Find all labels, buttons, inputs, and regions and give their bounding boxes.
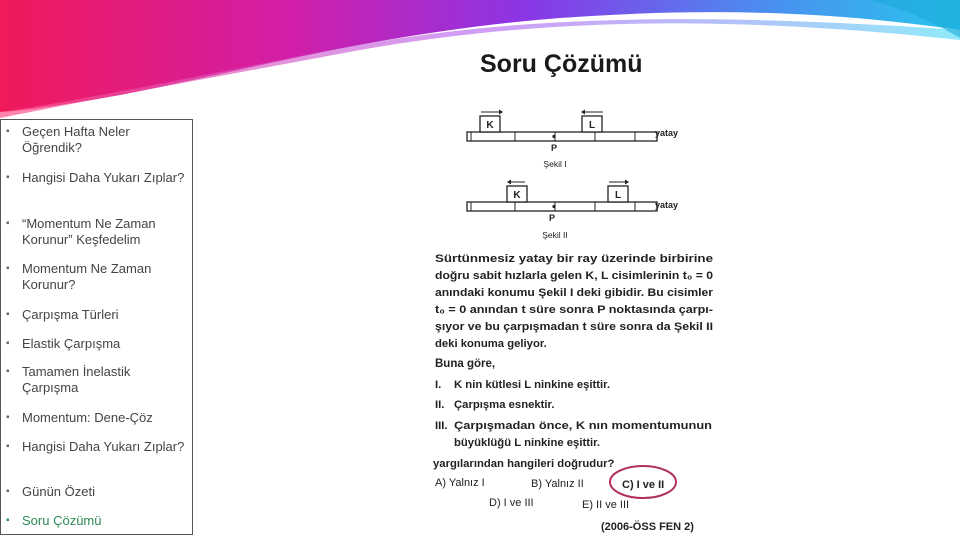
figure-2 xyxy=(467,180,678,241)
svg-text:deki konuma geliyor.: deki konuma geliyor. xyxy=(435,338,547,350)
svg-text:doğru sabit hızlarla gelen K,: doğru sabit hızlarla gelen K, L cisimlerinin t₀ = 0 xyxy=(435,270,713,282)
svg-text:t₀ = 0 anından t süre sonra P: t₀ = 0 anından t süre sonra P noktasında çarpı- xyxy=(435,304,714,316)
nav-item-label: Geçen Hafta Neler Öğrendik? xyxy=(22,124,130,155)
nav-item-label: Momentum: Dene-Çöz xyxy=(22,410,153,425)
choice-c: C) I ve II xyxy=(622,479,665,491)
nav-item-label: Tamamen İnelastik Çarpışma xyxy=(22,364,131,395)
svg-text:şıyor ve bu çarpışmadan t süre: şıyor ve bu çarpışmadan t süre sonra da Şekil II xyxy=(435,321,713,333)
buna-gore-text: Buna göre, xyxy=(435,358,496,370)
bullet-icon: ▪ xyxy=(6,486,10,497)
nav-item-kesfedelim[interactable] xyxy=(6,216,188,248)
block-l-label: L xyxy=(614,190,622,201)
nav-item-label: Soru Çözümü xyxy=(22,513,102,528)
bullet-icon: ▪ xyxy=(6,126,10,137)
nav-item-ne-zaman-korunur[interactable] xyxy=(6,261,188,293)
problem-image xyxy=(425,105,725,540)
svg-text:III.: III. xyxy=(435,420,448,432)
svg-text:büyüklüğü L ninkine eşittir.: büyüklüğü L ninkine eşittir. xyxy=(454,437,601,449)
bullet-icon: ▪ xyxy=(6,218,10,229)
nav-item-dene-coz[interactable] xyxy=(6,410,188,426)
nav-item-soru-cozumu[interactable] xyxy=(6,513,188,529)
nav-item-hangisi-yukari[interactable] xyxy=(6,170,188,186)
yatay-label: yatay xyxy=(655,128,679,138)
nav-item-label: Çarpışma Türleri xyxy=(22,307,119,322)
point-p-label: P xyxy=(548,213,556,223)
nav-item-label: Momentum Ne Zaman Korunur? xyxy=(22,261,152,292)
nav-item-gunun-ozeti[interactable] xyxy=(6,484,188,500)
nav-item-gecen-hafta[interactable] xyxy=(6,124,188,156)
svg-text:Çarpışmadan önce, K nın moment: Çarpışmadan önce, K nın momentumunun xyxy=(454,420,713,432)
bullet-icon: ▪ xyxy=(6,172,10,183)
choice-a: A) Yalnız I xyxy=(435,477,485,489)
block-k-label: K xyxy=(513,190,521,201)
nav-item-elastik[interactable] xyxy=(6,336,188,352)
choice-b: B) Yalnız II xyxy=(531,478,584,490)
block-l-label: L xyxy=(588,120,596,131)
nav-item-hangisi-yukari-2[interactable] xyxy=(6,439,188,455)
bullet-icon: ▪ xyxy=(6,412,10,423)
svg-text:anındaki konumu Şekil I deki g: anındaki konumu Şekil I deki gibidir. Bu cisimler xyxy=(435,287,714,299)
point-p-label: P xyxy=(550,143,558,153)
bullet-icon: ▪ xyxy=(6,515,10,526)
bullet-icon: ▪ xyxy=(6,263,10,274)
svg-text:Sürtünmesiz yatay bir ray üzer: Sürtünmesiz yatay bir ray üzerinde birbirine xyxy=(435,253,713,265)
choice-d: D) I ve III xyxy=(489,497,534,509)
svg-text:II.: II. xyxy=(435,399,445,411)
sidebar-nav xyxy=(0,119,193,535)
figure-1-caption: Şekil I xyxy=(543,159,567,169)
nav-item-carpisma-turleri[interactable] xyxy=(6,307,188,323)
nav-item-label: Elastik Çarpışma xyxy=(22,336,121,351)
bullet-icon: ▪ xyxy=(6,338,10,349)
figure-1 xyxy=(467,110,678,170)
question-text: yargılarından hangileri doğrudur? xyxy=(433,458,615,470)
svg-text:Çarpışma esnektir.: Çarpışma esnektir. xyxy=(454,399,555,411)
block-k-label: K xyxy=(486,120,494,131)
source-text: (2006-ÖSS FEN 2) xyxy=(601,521,694,533)
svg-text:K nin kütlesi L ninkine eşitti: K nin kütlesi L ninkine eşittir. xyxy=(454,379,611,391)
bullet-icon: ▪ xyxy=(6,441,10,452)
answer-choices xyxy=(435,466,676,511)
svg-text:I.: I. xyxy=(435,379,442,391)
nav-item-inelastik[interactable] xyxy=(6,364,188,396)
nav-item-label: Günün Özeti xyxy=(22,484,95,499)
yatay-label: yatay xyxy=(655,200,679,210)
statements xyxy=(435,379,712,449)
choice-e: E) II ve III xyxy=(582,499,630,511)
nav-item-label: Hangisi Daha Yukarı Zıplar? xyxy=(22,439,185,454)
nav-item-label: “Momentum Ne Zaman Korunur” Keşfedelim xyxy=(22,216,156,247)
bullet-icon: ▪ xyxy=(6,309,10,320)
nav-item-label: Hangisi Daha Yukarı Zıplar? xyxy=(22,170,185,185)
bullet-icon: ▪ xyxy=(6,366,10,377)
problem-stem xyxy=(435,253,714,350)
figure-2-caption: Şekil II xyxy=(542,230,568,240)
page-title: Soru Çözümü xyxy=(480,50,643,78)
